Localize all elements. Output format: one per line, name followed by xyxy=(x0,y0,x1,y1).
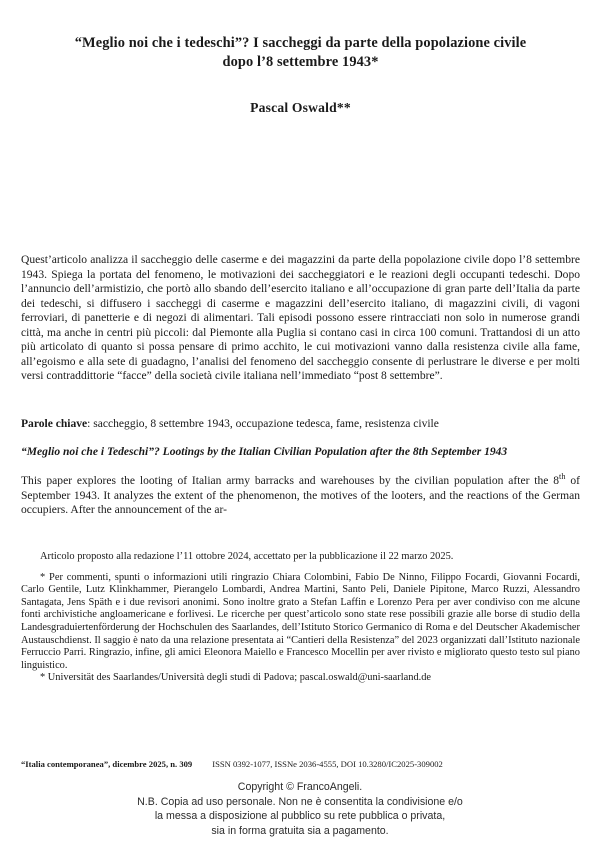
author-name: Pascal Oswald** xyxy=(250,100,351,115)
footnote-acknowledgements: * Per commenti, spunti o informazioni utili ringrazio Chiara Colombini, Fabio De Ninno, Filippo Focardi, Giovanni Focardi, Carlo Gentile, Lutz Klinkhammer, Pierangelo Lombardi, Andrea Martini, Santo Peli, Daniele Pipitone, Marco Ruzzi, Alessandro Santagata, Jens Späth e i due revisori anonimi. Sono inoltre grato a Stefan Laffin e Lorenzo Pera per aver condiviso con me alcune fonti archivistiche angloamericane e forlivesi. Le ricerche per quest’articolo sono state rese possibili grazie alle borse di studio della Landesgraduiertenförderung der Hochschulen des Saarlandes, dell’Istituto Storico Germanico di Roma e del Deutscher Akademischer Austauschdienst. Il saggio è nato da una relazione presentata ai “Cantieri della Resistenza” del 2023 organizzati dall’Istituto nazionale Ferruccio Parri. Ringrazio, infine, gli amici Eleonora Maiello e Francesco Mocellin per aver rivisto e migliorato questo testo sul piano linguistico. xyxy=(21,571,580,671)
abstract-english-title: “Meglio noi che i Tedeschi”? Lootings by the Italian Civilian Population after the 8th September 1943 xyxy=(21,446,508,458)
abstract-english-body-part-1: This paper explores the looting of Italian army barracks and warehouses by the civilian population after the 8 xyxy=(21,475,560,487)
footnote-area xyxy=(21,551,580,685)
copyright-stamp xyxy=(0,780,600,838)
journal-footer xyxy=(21,758,580,770)
journal-citation: “Italia contemporanea”, dicembre 2025, n. 309 xyxy=(21,759,193,769)
copyright-line-3: la messa a disposizione al pubblico su rete pubblica o privata, xyxy=(154,810,446,823)
footnote-affiliation: * Universität des Saarlandes/Università degli studi di Padova; pascal.oswald@uni-saarland.de xyxy=(40,672,432,684)
keywords-separator: : xyxy=(87,418,94,430)
page-title xyxy=(21,34,580,72)
abstract-english-superscript: th xyxy=(559,472,566,482)
title-block xyxy=(21,34,580,116)
footnote-submission-note: Articolo proposto alla redazione l’11 ottobre 2024, accettato per la pubblicazione il 22 marzo 2025. xyxy=(40,551,454,562)
footnote-spacer xyxy=(21,564,580,572)
article-title-line-1: “Meglio noi che i tedeschi”? I saccheggi da parte della popolazione civile xyxy=(74,35,527,51)
keywords-label: Parole chiave xyxy=(21,418,88,430)
abstract-italian xyxy=(21,253,580,384)
abstract-english xyxy=(21,474,580,518)
keywords-value: saccheggio, 8 settembre 1943, occupazione tedesca, fame, resistenza civile xyxy=(93,418,439,430)
abstract-italian-body: Quest’articolo analizza il saccheggio delle caserme e dei magazzini da parte della popolazione civile dopo l’8 settembre 1943. Spiega la portata del fenomeno, le motivazioni dei saccheggiatori e le reazioni degli occupanti tedeschi. Dopo l’annuncio dell’armistizio, che portò allo sbando dell’esercito italiano e all’occupazione di gran parte dell’Italia da parte dei tedeschi, si diffusero i saccheggi di caserme e magazzini dell’esercito italiano, di magazzini civili, di vagoni ferroviari, di panetterie e di negozi di alimentari. Tali episodi possono essere rintracciati non solo in numerose grandi città, ma anche in centri più piccoli: dal Piemonte alla Puglia si contano casi in circa 100 comuni. Trattandosi di un atto più articolato di quanto si possa pensare di primo acchito, le cui motivazioni vanno dalla resistenza civile alla fame, all’egoismo e alla sete di guadagno, l’analisi del fenomeno del saccheggio consente di perlustrare le diverse e per molti versi contraddittorie “facce” della società civile italiana nell’immediato “post 8 settembre”. xyxy=(21,254,580,383)
journal-identifiers: ISSN 0392-1077, ISSNe 2036-4555, DOI 10.3280/IC2025-309002 xyxy=(212,759,443,769)
abstract-english-body-part-2: of September 1943. It analyzes the extent of the phenomenon, the motives of the looters, and the reactions of the German occupiers. After the announcement of the ar- xyxy=(21,475,580,517)
keywords-line xyxy=(21,417,580,432)
article-title-line-2: dopo l’8 settembre 1943* xyxy=(222,54,379,70)
copyright-line-4: sia in forma gratuita sia a pagamento. xyxy=(211,824,389,837)
abstract-english-body xyxy=(21,474,580,518)
copyright-line-2: N.B. Copia ad uso personale. Non ne è consentita la condivisione e/o xyxy=(137,795,463,808)
copyright-line-1: Copyright © FrancoAngeli. xyxy=(237,781,363,793)
